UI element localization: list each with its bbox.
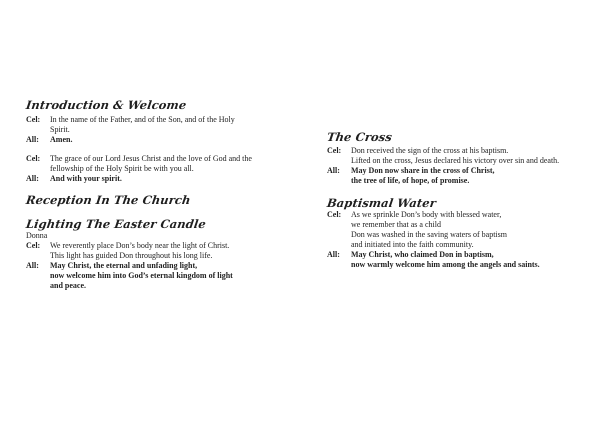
speaker-label: Cel: <box>26 115 41 124</box>
speaker-label: All: <box>327 166 340 175</box>
section-heading-easter-candle: Lighting The Easter Candle <box>25 217 207 231</box>
section-heading-introduction: Introduction & Welcome <box>25 98 188 112</box>
speaker-label: All: <box>26 135 39 144</box>
dialogue-line <box>26 154 296 164</box>
dialogue-line <box>327 210 587 220</box>
response-text: And with your spirit. <box>50 174 122 183</box>
dialogue-line <box>26 261 296 271</box>
dialogue-text: The grace of our Lord Jesus Christ and the love of God and the <box>50 154 252 163</box>
dialogue-text: Don received the sign of the cross at his baptism. <box>351 146 509 155</box>
speaker-label: All: <box>26 174 39 183</box>
dialogue-text-continued: and initiated into the faith community. <box>351 240 474 249</box>
dialogue-text-continued: Don was washed in the saving waters of baptism <box>351 230 507 239</box>
right-column <box>327 130 587 270</box>
dialogue-text: As we sprinkle Don’s body with blessed water, <box>351 210 502 219</box>
dialogue-text-continued: Spirit. <box>50 125 70 134</box>
dialogue-line <box>26 241 296 251</box>
section-heading-cross: The Cross <box>326 130 393 144</box>
left-column <box>26 98 296 291</box>
section-heading-baptismal-water: Baptismal Water <box>326 196 437 210</box>
response-text-continued: and peace. <box>50 281 86 290</box>
dialogue-text-continued: This light has guided Don throughout his long life. <box>50 251 213 260</box>
response-text-continued: now warmly welcome him among the angels and saints. <box>351 260 540 269</box>
response-text: Amen. <box>50 135 73 144</box>
dialogue-text-continued: we remember that as a child <box>351 220 441 229</box>
dialogue-line <box>26 174 296 184</box>
dialogue-line <box>26 115 296 125</box>
response-text-continued: the tree of life, of hope, of promise. <box>351 176 470 185</box>
speaker-label: All: <box>26 261 39 270</box>
dialogue-line <box>26 135 296 145</box>
dialogue-text: In the name of the Father, and of the Son, and of the Holy <box>50 115 235 124</box>
dialogue-line <box>327 250 587 260</box>
dialogue-text: We reverently place Don’s body near the light of Christ. <box>50 241 230 250</box>
response-text: May Don now share in the cross of Christ, <box>351 166 495 175</box>
response-text-continued: now welcome him into God’s eternal kingdom of light <box>50 271 233 280</box>
response-text: May Christ, the eternal and unfading light, <box>50 261 198 270</box>
speaker-label: Cel: <box>327 146 342 155</box>
dialogue-text-continued: Lifted on the cross, Jesus declared his victory over sin and death. <box>351 156 560 165</box>
speaker-label: Cel: <box>26 154 41 163</box>
reader-name: Donna <box>26 231 48 240</box>
dialogue-line <box>327 166 587 176</box>
dialogue-line <box>327 146 587 156</box>
response-text: May Christ, who claimed Don in baptism, <box>351 250 494 259</box>
dialogue-text-continued: fellowship of the Holy Spirit be with you all. <box>50 164 194 173</box>
speaker-label: All: <box>327 250 340 259</box>
speaker-label: Cel: <box>26 241 41 250</box>
speaker-label: Cel: <box>327 210 342 219</box>
section-heading-reception: Reception In The Church <box>25 193 192 207</box>
